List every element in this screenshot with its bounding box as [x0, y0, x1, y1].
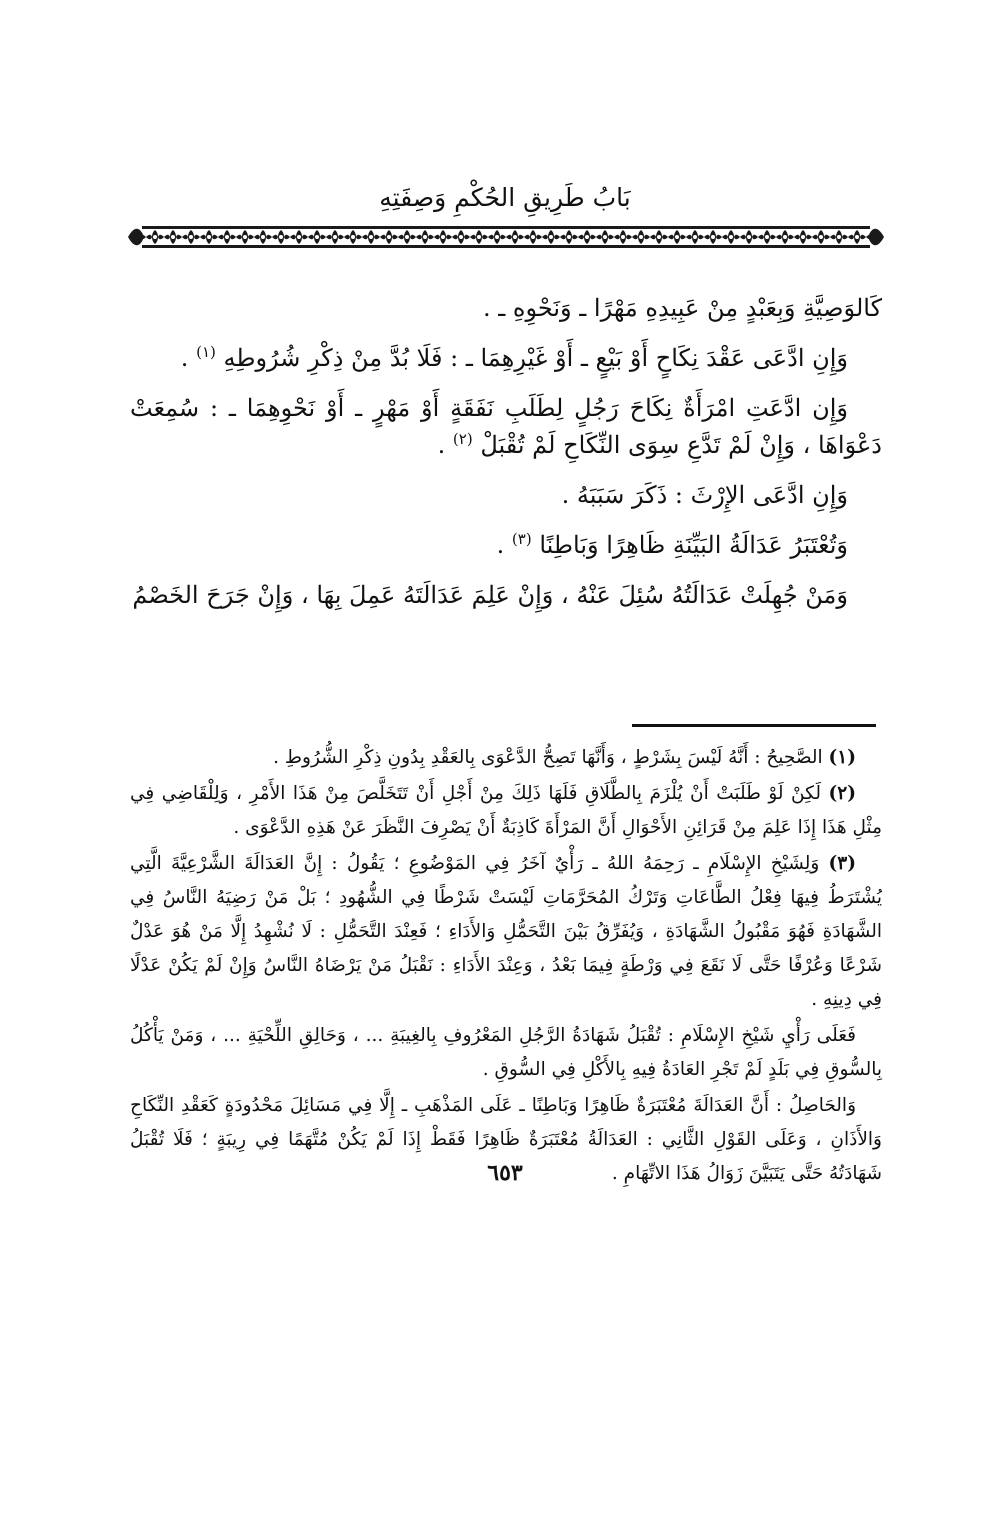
chapter-header-title: بَابُ طَرِيقِ الحُكْمِ وَصِفَتِهِ	[379, 183, 631, 212]
footnote-paragraph: فَعَلَى رَأْيِ شَيْخِ الإِسْلَامِ : تُقْبَلُ شَهَادَةُ الرَّجُلِ المَعْرُوفِ بِالغِيبَةِ ... ، وَحَالِقِ اللِّحْيَةِ ... ، وَمَنْ يَأْكُلُ بِالسُّوقِ فِي بَلَدٍ لَمْ تَجْرِ العَادَةُ فِيهِ بِالأَكْلِ فِي السُّوقِ .	[130, 1025, 882, 1080]
footnote-paragraph: وَالحَاصِلُ : أَنَّ العَدَالَةَ مُعْتَبَرَةٌ ظَاهِرًا وَبَاطِنًا ـ عَلَى المَذْهَبِ ـ إِلَّا فِي مَسَائِلَ مَحْدُودَةٍ كَعَقْدِ النِّكَاحِ وَالأَذَانِ ، وَعَلَى القَوْلِ الثَّانِي : العَدَالَةُ مُعْتَبَرَةٌ ظَاهِرًا فَقَطْ إِذَا لَمْ يَكُنْ مُتَّهَمًا فِي رِيبَةٍ ؛ فَلَا تُقْبَلُ شَهَادَتُهُ حَتَّى يَتَبَيَّنَ زَوَالُ هَذَا الاتِّهَامِ .	[130, 1095, 882, 1184]
main-text	[130, 290, 882, 627]
footnote-number: (٢)	[828, 783, 856, 804]
paragraph: وَمَنْ جُهِلَتْ عَدَالَتُهُ سُئِلَ عَنْهُ ، وَإِنْ عَلِمَ عَدَالَتَهُ عَمِلَ بِهَا ، وَإِنْ جَرَحَ الخَصْمُ	[132, 581, 848, 609]
paragraph: وَإِن ادَّعَتِ امْرَأَةٌ نِكَاحَ رَجُلٍ لِطَلَبِ نَفَقَةٍ أَوْ مَهْرٍ ـ أَوْ نَحْوِهِمَا ـ : سُمِعَتْ دَعْوَاهَا ، وَإِنْ لَمْ تَدَّعِ سِوَى النِّكَاحِ لَمْ تُقْبَلْ $^{(٢)}$ .	[130, 394, 882, 459]
footnote-ref[interactable]: (٢)	[452, 430, 473, 448]
decorative-border-ornament	[128, 224, 884, 250]
paragraph: وَتُعْتَبَرُ عَدَالَةُ البَيِّنَةِ ظَاهِرًا وَبَاطِنًا $^{(٣)}$ .	[496, 530, 848, 559]
footnote-separator	[632, 724, 876, 727]
footnote-number: (٣)	[828, 853, 856, 874]
footnote-number: (١)	[828, 747, 856, 768]
footnote-ref[interactable]: (١)	[196, 343, 216, 361]
page-number: ٦٥٣	[487, 1160, 523, 1186]
footnote: (١) الصَّحِيحُ : أَنَّهُ لَيْسَ بِشَرْطٍ ، وَأَنَّهَا تَصِحُّ الدَّعْوَى بِالعَقْدِ بِدُونِ ذِكْرِ الشُّرُوطِ .	[273, 747, 856, 768]
paragraph: وَإِنِ ادَّعَى الإِرْثَ : ذَكَرَ سَبَبَهُ .	[561, 481, 848, 509]
footnotes-section	[130, 741, 882, 1193]
footnote-ref[interactable]: (٣)	[511, 530, 532, 548]
paragraph: كَالوَصِيَّةِ وَبِعَبْدٍ مِنْ عَبِيدِهِ مَهْرًا ـ وَنَحْوِهِ ـ .	[482, 294, 882, 322]
footnote: (٢) لَكِنْ لَوْ طَلَبَتْ أَنْ يُلْزَمَ بِالطَّلَاقِ فَلَهَا ذَلِكَ مِنْ أَجْلِ أَنْ تَتَخَلَّصَ مِنْ هَذَا الأَمْرِ ، وَلِلْقَاضِي فِي مِثْلِ هَذَا إِذَا عَلِمَ مِنْ قَرَائِنِ الأَحْوَالِ أَنَّ المَرْأَةَ كَاذِبَةٌ أَنْ يَصْرِفَ النَّظَرَ عَنْ هَذِهِ الدَّعْوَى .	[130, 783, 882, 838]
footnote: (٣) وَلِشَيْخِ الإِسْلَامِ ـ رَحِمَهُ اللهُ ـ رَأْيٌ آخَرُ فِي المَوْضُوعِ ؛ يَقُولُ : إِنَّ العَدَالَةَ الشَّرْعِيَّةَ الَّتِي يُشْتَرَطُ فِيهَا فِعْلُ الطَّاعَاتِ وَتَرْكُ المُحَرَّمَاتِ لَيْسَتْ شَرْطًا فِي الشُّهُودِ ؛ بَلْ مَنْ رَضِيَهُ النَّاسُ فِي الشَّهَادَةِ فَهُوَ مَقْبُولُ الشَّهَادَةِ ، وَيُفَرِّقُ بَيْنَ التَّحَمُّلِ وَالأَدَاءِ ؛ فَعِنْدَ التَّحَمُّلِ : لَا نُشْهِدُ إِلَّا مَنْ هُوَ عَدْلٌ شَرْعًا وَعُرْفًا حَتَّى لَا نَقَعَ فِي وَرْطَةٍ فِيمَا بَعْدُ ، وَعِنْدَ الأَدَاءِ : نَقْبَلُ مَنْ يَرْضَاهُ النَّاسُ وَإِنْ لَمْ يَكُنْ عَدْلًا فِي دِينِهِ .	[130, 853, 882, 1010]
paragraph: وَإِنِ ادَّعَى عَقْدَ نِكَاحٍ أَوْ بَيْعٍ ـ أَوْ غَيْرِهِمَا ـ : فَلَا بُدَّ مِنْ ذِكْرِ شُرُوطِهِ $^{(١)}$ .	[180, 343, 848, 372]
